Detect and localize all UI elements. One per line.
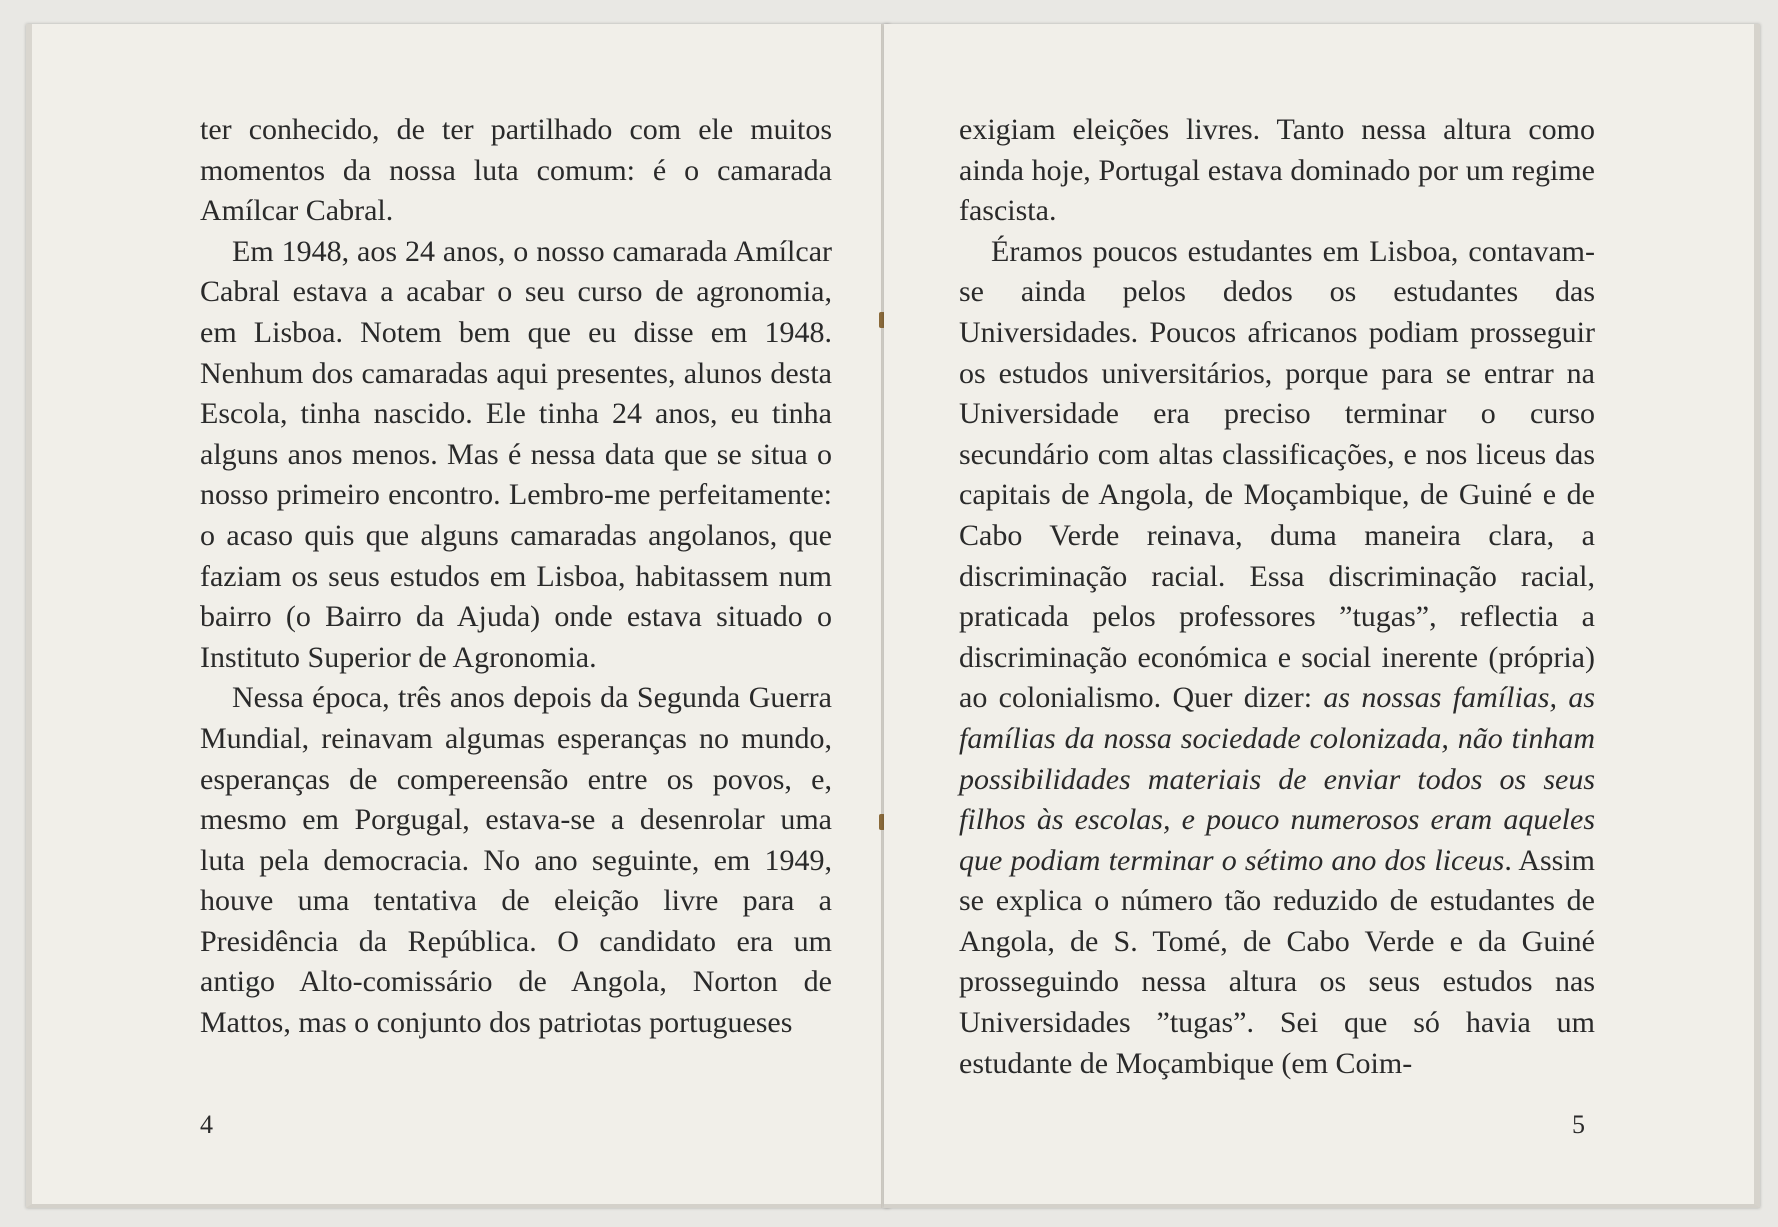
right-paragraph-1: exigiam eleições livres. Tanto nessa altura como ainda hoje, Portugal estava dominado por um regime fascista. xyxy=(959,113,1595,228)
right-paragraph-2-end: . Assim se explica o número tão reduzido de estudantes de Angola, de S. Tomé, de Cabo Verde e da Guiné prosseguindo nessa altura os seus estudos nas Universidades ”tugas”. Sei que só havia um estudante de Moçambique (em Coim- xyxy=(959,843,1596,1080)
right-paragraph-2-start: Éramos poucos estudantes em Lisboa, contavam-se ainda pelos dedos os estudantes das Universidades. Poucos africanos podiam prosseguir os estudos universitários, porque para se entrar na Universidade era preciso terminar o curso secundário com altas classificações, e nos liceus das capitais de Angola, de Moçambique, de Guiné e de Cabo Verde reinava, duma maneira clara, a discriminação racial. Essa discriminação racial, praticada pelos professores ”tugas”, reflectia a discriminação económica e social inerente (própria) ao colonialismo. Quer dizer: xyxy=(959,234,1595,715)
right-page-number: 5 xyxy=(1572,1110,1585,1139)
left-page-text xyxy=(200,110,832,1044)
left-page-number: 4 xyxy=(200,1110,213,1139)
left-paragraph-2: Em 1948, aos 24 anos, o nosso camarada Amílcar Cabral estava a acabar o seu curso de agronomia, em Lisboa. Notem bem que eu disse em 1948. Nenhum dos camaradas aqui presentes, alunos desta Escola, tinha nascido. Ele tinha 24 anos, eu tinha alguns anos menos. Mas é nessa data que se situa o nosso primeiro encontro. Lembro-me perfeitamente: o acaso quis que alguns camaradas angolanos, que faziam os seus estudos em Lisboa, habitassem num bairro (o Bairro da Ajuda) onde estava situado o Instituto Superior de Agronomia. xyxy=(200,234,832,674)
left-paragraph-3: Nessa época, três anos depois da Segunda Guerra Mundial, reinavam algumas esperanças no mundo, esperanças de compereensão entre os povos, e, mesmo em Porgugal, estava-se a desenrolar uma luta pela democracia. No ano seguinte, em 1949, houve uma tentativa de eleição livre para a Presidência da República. O candidato era um antigo Alto-comissário de Angola, Norton de Mattos, mas o conjunto dos patriotas portugueses xyxy=(200,681,832,1040)
left-page xyxy=(26,24,890,1208)
left-paragraph-1: ter conhecido, de ter partilhado com ele muitos momentos da nossa luta comum: é o camarada Amílcar Cabral. xyxy=(200,113,832,228)
right-page-text xyxy=(959,110,1595,1084)
right-paragraph-2 xyxy=(959,232,1595,1084)
right-paragraph-2-italic: as nossas famílias, as famílias da nossa sociedade colonizada, não tinham possibilidades materiais de enviar todos os seus filhos às escolas, e pouco numerosos eram aqueles que podiam terminar o sétimo ano dos liceus xyxy=(959,681,1595,877)
right-page xyxy=(884,24,1760,1208)
